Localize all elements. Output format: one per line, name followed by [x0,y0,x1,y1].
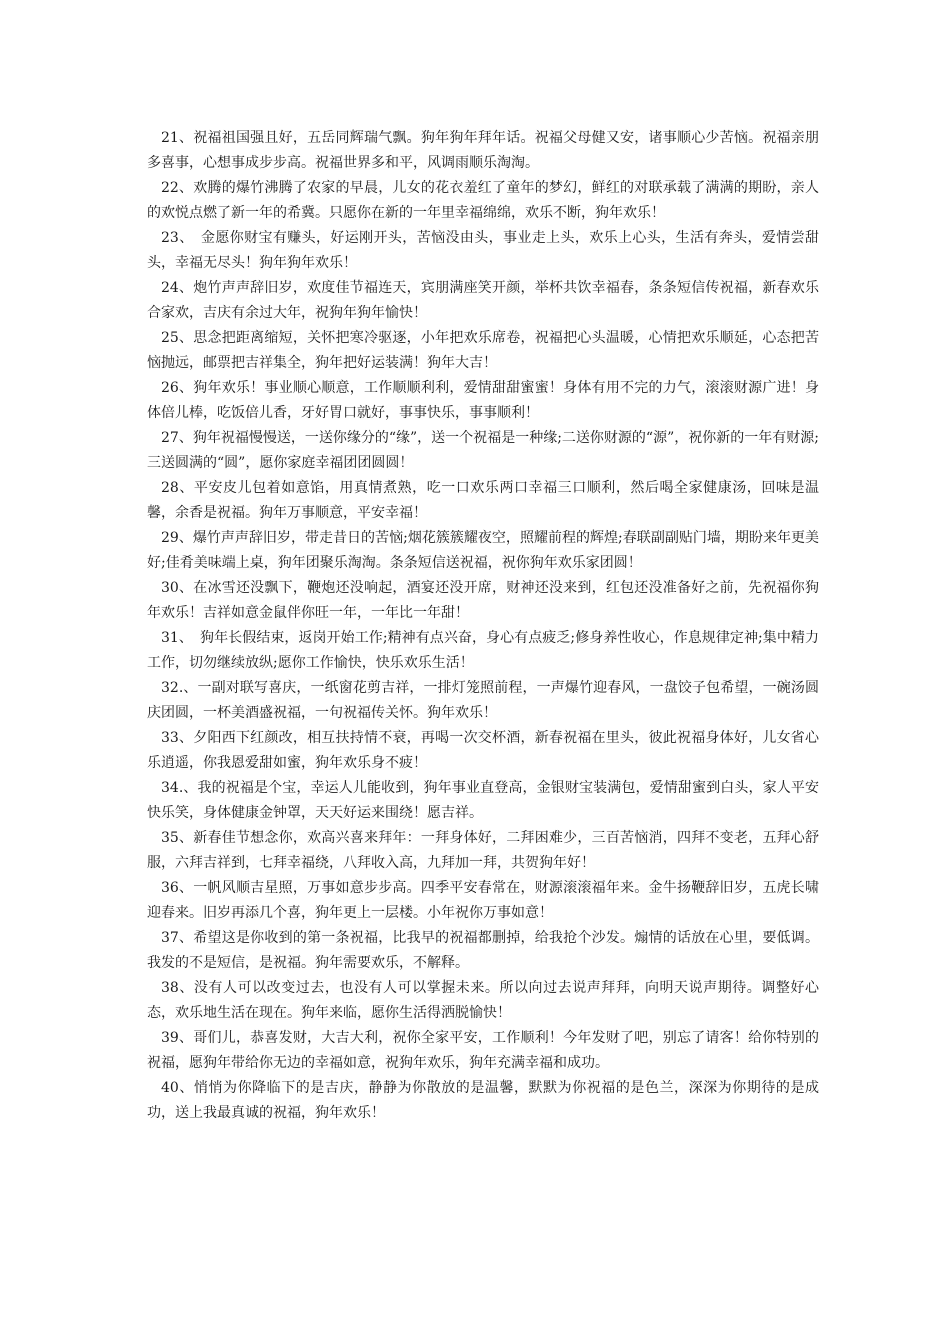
paragraph-37: 37、希望这是你收到的第一条祝福，比我早的祝福都删掉，给我抢个沙发。煽情的话放在心里，要低调。我发的不是短信，是祝福。狗年需要欢乐，不解释。 [147,930,819,971]
paragraph-29: 29、爆竹声声辞旧岁，带走昔日的苦恼;烟花簇簇耀夜空，照耀前程的辉煌;春联副副贴门墙，期盼来年更美好;佳肴美味端上桌，狗年团聚乐淘淘。条条短信送祝福，祝你狗年欢乐家团圆！ [147,530,819,571]
paragraph-35: 35、新春佳节想念你，欢高兴喜来拜年：一拜身体好，二拜困难少，三百苦恼消，四拜不变老，五拜心舒服，六拜吉祥到，七拜幸福绕，八拜收入高，九拜加一拜，共贺狗年好！ [147,830,819,871]
paragraph-34: 34.、我的祝福是个宝，幸运人儿能收到，狗年事业直登高，金银财宝装满包，爱情甜蜜到白头，家人平安快乐笑，身体健康金钟罩，天天好运来围绕！愿吉祥。 [147,780,819,821]
paragraph-26: 26、狗年欢乐！事业顺心顺意，工作顺顺利利，爱情甜甜蜜蜜！身体有用不完的力气，滚滚财源广进！身体倍儿棒，吃饭倍儿香，牙好胃口就好，事事快乐，事事顺利！ [147,380,819,421]
paragraph-40: 40、悄悄为你降临下的是吉庆，静静为你散放的是温馨，默默为你祝福的是色兰，深深为你期待的是成功，送上我最真诚的祝福，狗年欢乐！ [147,1080,819,1121]
paragraph-25: 25、思念把距离缩短，关怀把寒冷驱逐，小年把欢乐席卷，祝福把心头温暖，心情把欢乐顺延，心态把苦恼抛远，邮票把吉祥集全，狗年把好运装满！狗年大吉！ [147,330,819,371]
paragraph-31: 31、 狗年长假结束，返岗开始工作;精神有点兴奋，身心有点疲乏;修身养性收心，作息规律定神;集中精力工作，切勿继续放纵;愿你工作愉快，快乐欢乐生活！ [147,630,819,671]
paragraph-39: 39、哥们儿，恭喜发财，大吉大利，祝你全家平安，工作顺利！今年发财了吧，别忘了请客！给你特别的祝福，愿狗年带给你无边的幸福如意，祝狗年欢乐，狗年充满幸福和成功。 [147,1030,819,1071]
paragraph-22: 22、欢腾的爆竹沸腾了农家的早晨，儿女的花衣羞红了童年的梦幻，鲜红的对联承载了满满的期盼，亲人的欢悦点燃了新一年的希冀。只愿你在新的一年里幸福绵绵，欢乐不断，狗年欢乐！ [147,180,819,221]
document-body [147,126,819,1126]
paragraph-30: 30、在冰雪还没飘下，鞭炮还没响起，酒宴还没开席，财神还没来到，红包还没准备好之前，先祝福你狗年欢乐！吉祥如意金鼠伴你旺一年，一年比一年甜！ [147,580,819,621]
paragraph-36: 36、一帆风顺吉星照，万事如意步步高。四季平安春常在，财源滚滚福年来。金牛扬鞭辞旧岁，五虎长啸迎春来。旧岁再添几个喜，狗年更上一层楼。小年祝你万事如意！ [147,880,819,921]
paragraph-23: 23、 金愿你财宝有赚头，好运刚开头，苦恼没由头，事业走上头，欢乐上心头，生活有奔头，爱情尝甜头，幸福无尽头！狗年狗年欢乐！ [147,230,819,271]
paragraph-38: 38、没有人可以改变过去，也没有人可以掌握未来。所以向过去说声拜拜，向明天说声期待。调整好心态，欢乐地生活在现在。狗年来临，愿你生活得洒脱愉快！ [147,980,819,1021]
paragraph-24: 24、炮竹声声辞旧岁，欢度佳节福连天，宾朋满座笑开颜，举杯共饮幸福春，条条短信传祝福，新春欢乐合家欢，吉庆有余过大年，祝狗年狗年愉快！ [147,280,819,321]
paragraph-33: 33、夕阳西下红颜改，相互扶持情不衰，再喝一次交杯酒，新春祝福在里头，彼此祝福身体好，儿女省心乐逍遥，你我恩爱甜如蜜，狗年欢乐身不疲！ [147,730,819,771]
paragraph-28: 28、平安皮儿包着如意馅，用真情煮熟，吃一口欢乐两口幸福三口顺利，然后喝全家健康汤，回味是温馨，余香是祝福。狗年万事顺意，平安幸福！ [147,480,819,521]
paragraph-27: 27、狗年祝福慢慢送，一送你缘分的“缘”，送一个祝福是一种缘;二送你财源的“源”，祝你新的一年有财源;三送圆满的“圆”，愿你家庭幸福团团圆圆！ [147,430,819,471]
paragraph-21: 21、祝福祖国强且好，五岳同辉瑞气飘。狗年狗年拜年话。祝福父母健又安，诸事顺心少苦恼。祝福亲朋多喜事，心想事成步步高。祝福世界多和平，风调雨顺乐淘淘。 [147,130,819,171]
paragraph-32: 32.、一副对联写喜庆，一纸窗花剪吉祥，一排灯笼照前程，一声爆竹迎春风，一盘饺子包希望，一碗汤圆庆团圆，一杯美酒盛祝福，一句祝福传关怀。狗年欢乐！ [147,680,819,721]
